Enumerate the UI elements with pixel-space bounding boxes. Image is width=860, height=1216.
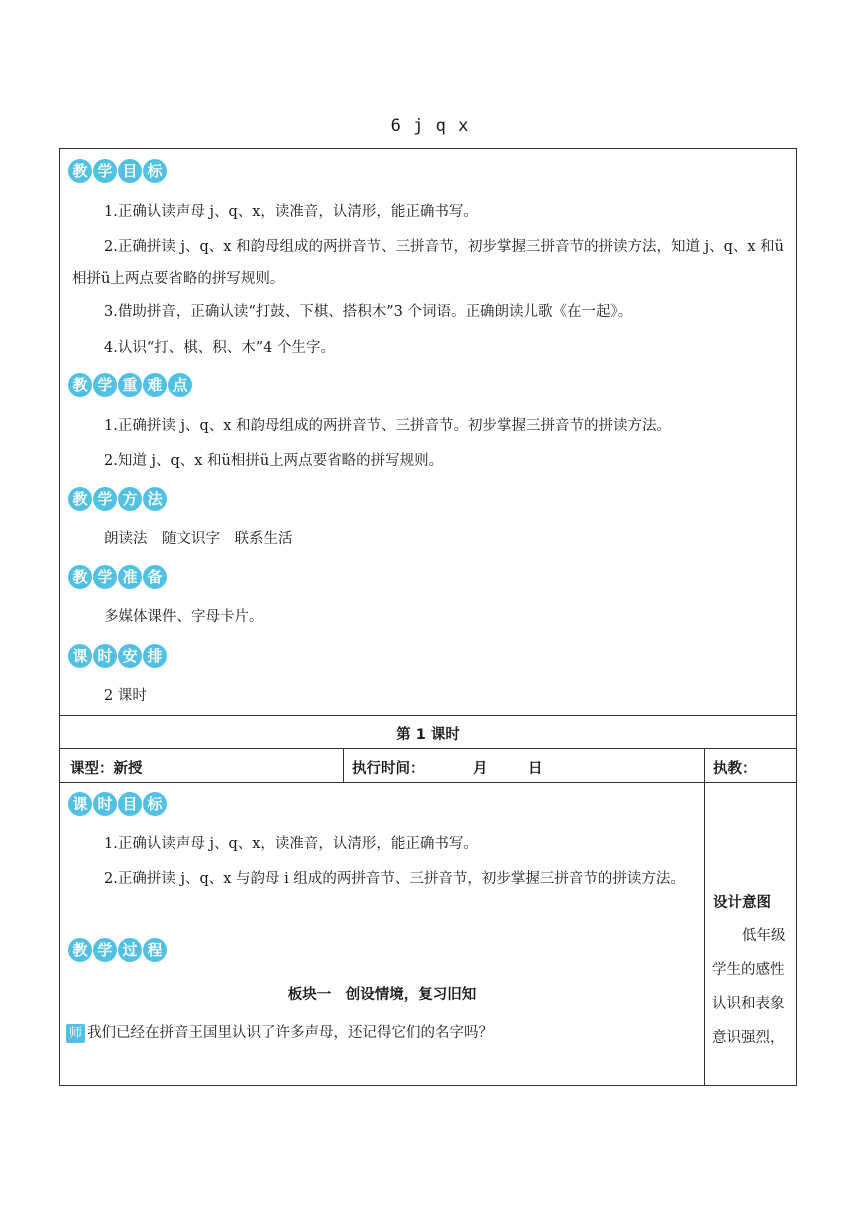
divider [343, 748, 344, 782]
lesson-goals-badge: 课 时 目 标 [68, 792, 167, 816]
goal-item: 1.正确认读声母 j、q、x，读准音，认清形，能正确书写。 [104, 204, 478, 220]
block-title: 板块一 创设情境，复习旧知 [287, 987, 477, 1003]
design-title: 设计意图 [713, 895, 771, 911]
lesson-goal-item: 1.正确认读声母 j、q、x，读准音，认清形，能正确书写。 [104, 836, 478, 852]
key-point-item: 1.正确拼读 j、q、x 和韵母组成的两拼音节、三拼音节。初步掌握三拼音节的拼读方法。 [104, 418, 672, 434]
design-text: 低年级学生的感性认识和表象意识强烈， [712, 928, 786, 1046]
lesson-plan-table [59, 148, 797, 1086]
exec-day: 日 [528, 761, 543, 777]
methods-badge: 教 学 方 法 [68, 487, 167, 511]
divider [60, 782, 796, 783]
prep-text: 多媒体课件、字母卡片。 [104, 609, 264, 625]
teacher-mark: 师 [66, 1024, 85, 1043]
goal-item: 2.正确拼读 j、q、x 和韵母组成的两拼音节、三拼音节，初步掌握三拼音节的拼读方法，知道 j、q、x 和ü相拼ü上两点要省略的拼写规则。 [72, 239, 785, 287]
exec-time-label: 执行时间： [352, 761, 425, 777]
page-title: 6 j q x [390, 116, 470, 136]
methods-text: 朗读法 随文识字 联系生活 [104, 531, 293, 547]
exec-month: 月 [473, 761, 488, 777]
prep-badge: 教 学 准 备 [68, 565, 167, 589]
divider [704, 748, 705, 1086]
key-point-item: 2.知道 j、q、x 和ü相拼ü上两点要省略的拼写规则。 [104, 453, 444, 469]
key-points-badge: 教 学 重 难 点 [68, 373, 192, 397]
lesson-type: 课型：新授 [70, 761, 143, 777]
process-badge: 教 学 过 程 [68, 938, 167, 962]
teacher-line: 师 我们已经在拼音王国里认识了许多声母，还记得它们的名字吗？ [66, 1017, 696, 1049]
lesson-heading: 第 1 课时 [396, 727, 460, 743]
teacher-label: 执教： [713, 761, 757, 777]
divider [60, 748, 796, 749]
divider [60, 715, 796, 716]
lesson-goal-item: 2.正确拼读 j、q、x 与韵母 i 组成的两拼音节、三拼音节，初步掌握三拼音节的拼读方法。 [104, 871, 685, 887]
goal-item: 3.借助拼音，正确认读“打鼓、下棋、搭积木”3 个词语。正确朗读儿歌《在一起》。 [104, 304, 633, 320]
goal-item: 4.认识“打、棋、积、木”4 个生字。 [104, 340, 335, 356]
schedule-badge: 课 时 安 排 [68, 644, 167, 668]
goals-badge: 教 学 目 标 [68, 159, 167, 183]
schedule-text: 2 课时 [104, 688, 147, 704]
